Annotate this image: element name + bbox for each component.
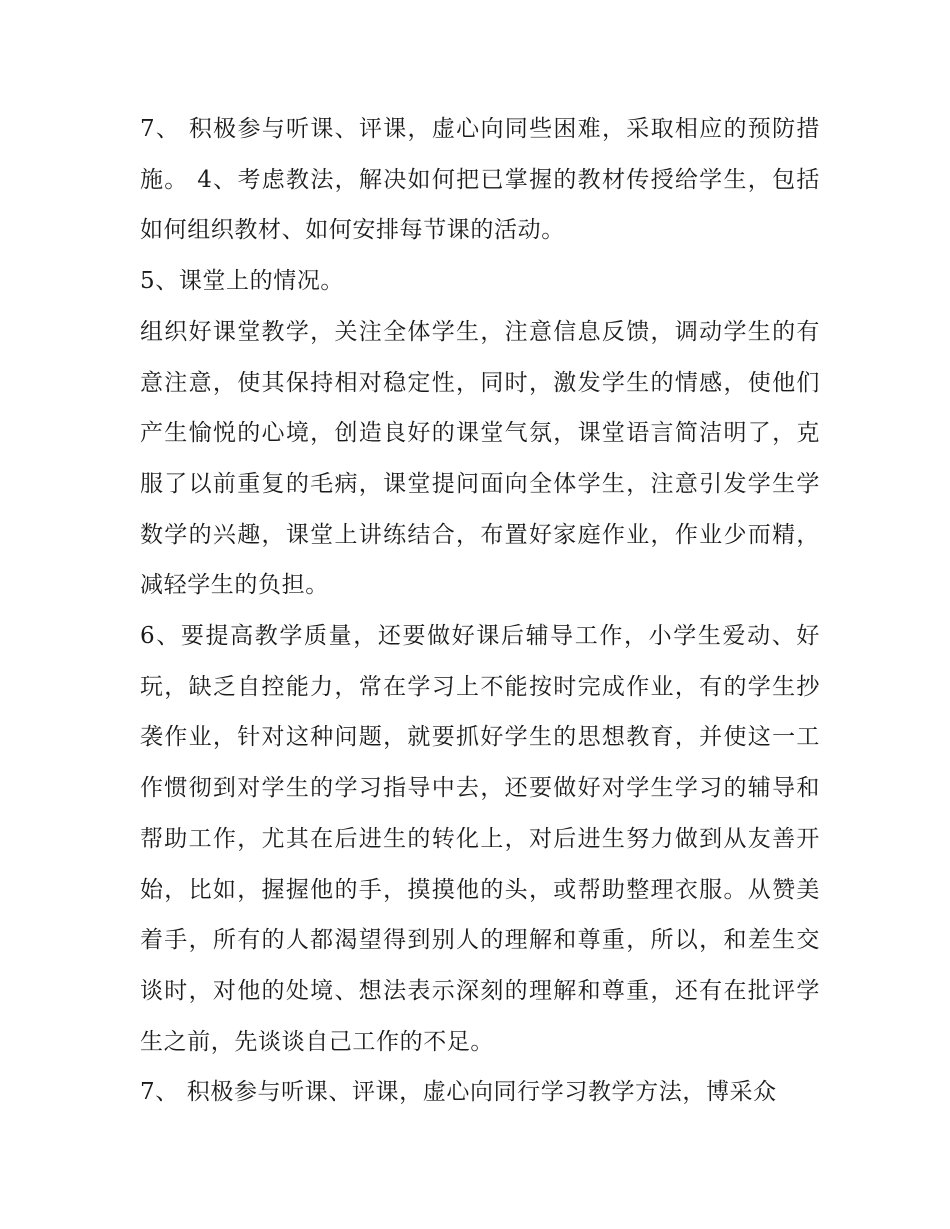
paragraph-item-7-learning: 7、 积极参与听课、评课，虚心向同行学习教学方法，博采众 [140, 1079, 777, 1106]
paragraph-item-6-tutoring: 6、要提高教学质量，还要做好课后辅导工作，小学生爱动、好玩，缺乏自控能力，常在学习上不能按时完成作业，有的学生抄袭作业，针对这种问题，就要抓好学生的思想教育，并使这一工作惯彻到对学生的学习指导中去，还要做好对学生学习的辅导和帮助工作，尤其在后进生的转化上，对后进生努力做到从友善开始，比如，握握他的手，摸摸他的头，或帮助整理衣服。从赞美着手，所有的人都渴望得到别人的理解和尊重，所以，和差生交谈时，对他的处境、想法表示深刻的理解和尊重，还有在批评学生之前，先谈谈自己工作的不足。 [140, 623, 820, 1055]
document-body [140, 104, 820, 1118]
paragraph-item-5-heading: 5、课堂上的情况。 [140, 268, 345, 295]
paragraph-classroom-teaching: 组织好课堂教学，关注全体学生，注意信息反馈，调动学生的有意注意，使其保持相对稳定性，同时，激发学生的情感，使他们产生愉悦的心境，创造良好的课堂气氛，课堂语言简洁明了，克服了以前重复的毛病，课堂提问面向全体学生，注意引发学生学数学的兴趣，课堂上讲练结合，布置好家庭作业，作业少而精，减轻学生的负担。 [140, 318, 820, 599]
paragraph-item-7-prevention: 7、 积极参与听课、评课，虚心向同些困难，采取相应的预防措施。 4、考虑教法，解决如何把已掌握的教材传授给学生，包括如何组织教材、如何安排每节课的活动。 [140, 116, 820, 244]
